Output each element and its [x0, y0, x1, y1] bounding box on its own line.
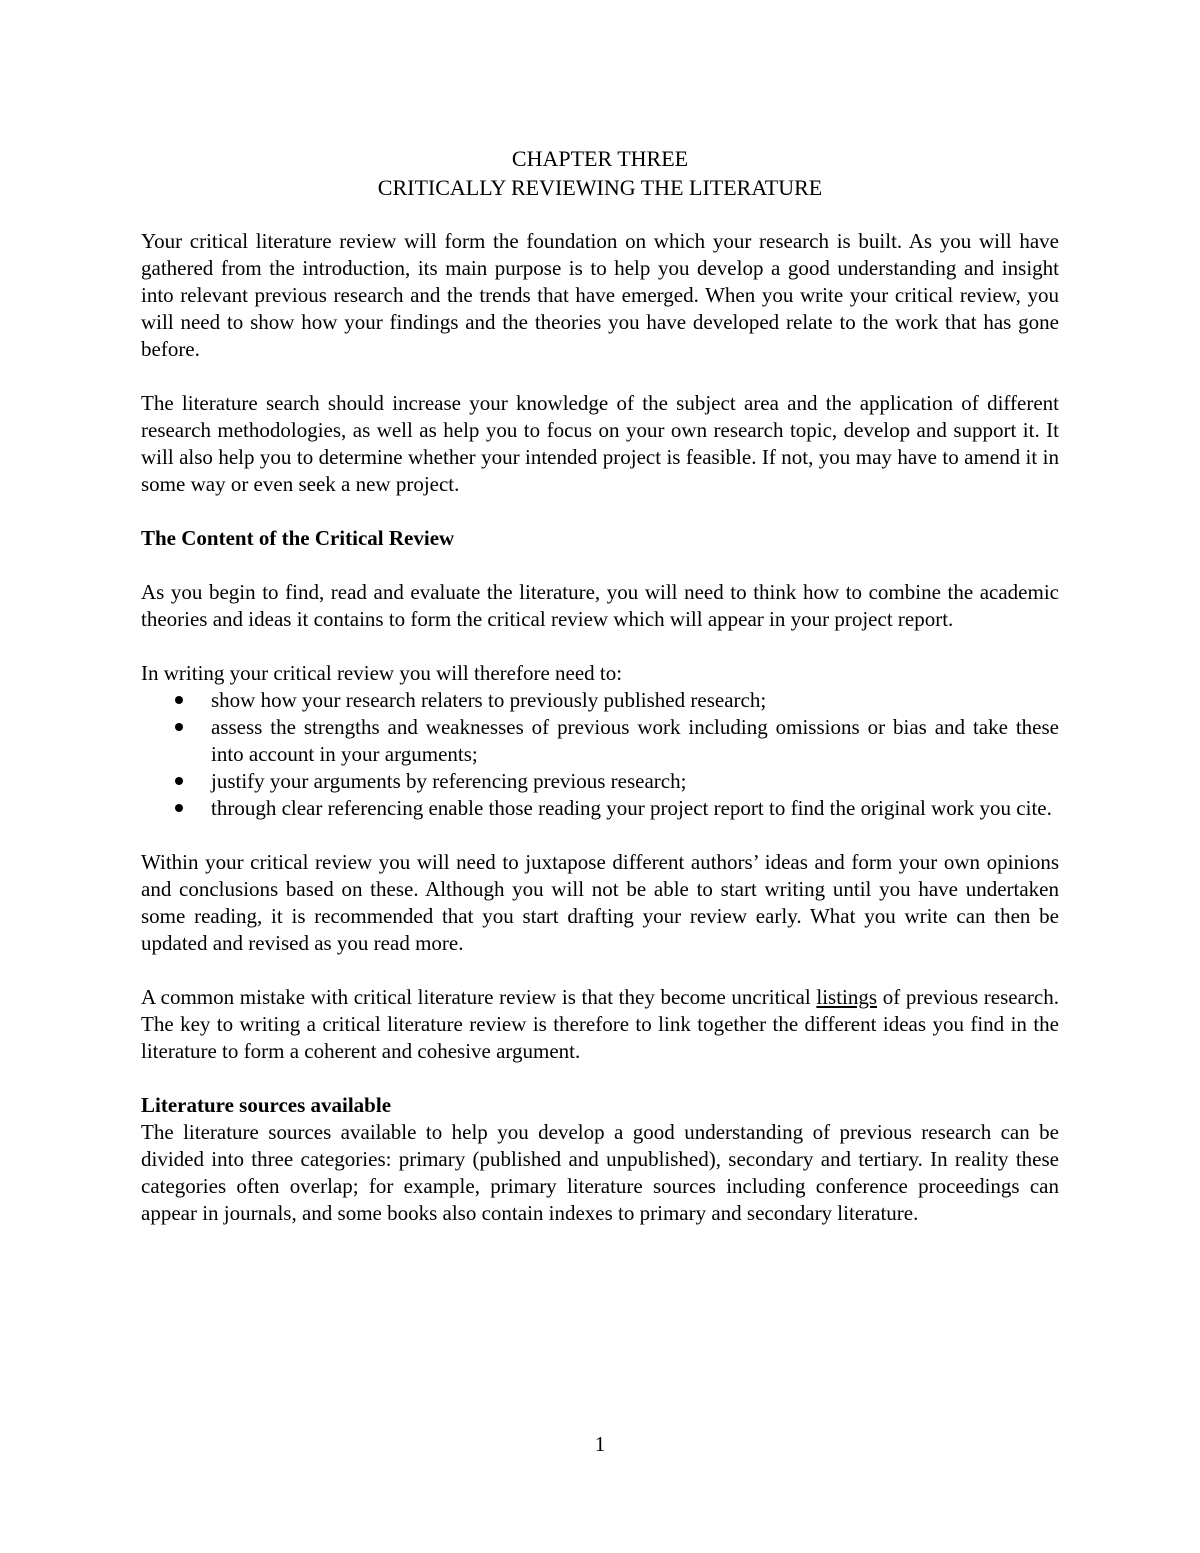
bullet-icon: [175, 696, 183, 704]
list-item-text: assess the strengths and weaknesses of previous work including omissions or bias and take these into account in your arguments;: [211, 715, 1059, 766]
content-paragraph-3: [141, 984, 1059, 1065]
section-heading-sources: Literature sources available: [141, 1093, 392, 1117]
list-intro: In writing your critical review you will therefore need to:: [141, 661, 623, 685]
content-paragraph-1: As you begin to find, read and evaluate the literature, you will need to think how to combine the academic theories and ideas it contains to form the critical review which will appear in your project report.: [141, 580, 1059, 631]
paragraph-text-end: of previous research. The key to writing a critical literature review is therefore to link together the different ideas you find in the literature to form a coherent and cohesive argument.: [141, 985, 1059, 1063]
page-number: 1: [594, 1432, 606, 1456]
list-item: [141, 795, 1059, 822]
bullet-icon: [175, 723, 183, 731]
chapter-number: CHAPTER THREE: [511, 146, 689, 171]
list-item: [141, 687, 1059, 714]
page-content: [141, 144, 1059, 1254]
intro-paragraph-1: Your critical literature review will form the foundation on which your research is built. As you will have gathered from the introduction, its main purpose is to help you develop a good understanding and insight into relevant previous research and the trends that have emerged. When you write your critical review, you will need to show how your findings and the theories you have developed relate to the work that has gone before.: [141, 229, 1059, 361]
list-item: [141, 714, 1059, 768]
sources-paragraph-1: The literature sources available to help you develop a good understanding of previous research can be divided into three categories: primary (published and unpublished), secondary and tertiary. In reality these categories often overlap; for example, primary literature sources including conference proceedings can appear in journals, and some books also contain indexes to primary and secondary literature.: [141, 1120, 1059, 1225]
intro-paragraph-2: The literature search should increase your knowledge of the subject area and the application of different research methodologies, as well as help you to focus on your own research topic, develop and support it. It will also help you to determine whether your intended project is feasible. If not, you may have to amend it in some way or even seek a new project.: [141, 391, 1059, 496]
content-paragraph-2: Within your critical review you will need to juxtapose different authors’ ideas and form your own opinions and conclusions based on these. Although you will not be able to start writing until you have undertaken some reading, it is recommended that you start drafting your review early. What you write can then be updated and revised as you read more.: [141, 850, 1059, 955]
bullet-icon: [175, 804, 183, 812]
list-item-text: justify your arguments by referencing previous research;: [211, 769, 687, 793]
underlined-term: listings: [816, 985, 878, 1009]
chapter-title: CRITICALLY REVIEWING THE LITERATURE: [377, 175, 823, 200]
bullet-list: [141, 687, 1059, 822]
list-item-text: show how your research relaters to previously published research;: [211, 688, 767, 712]
chapter-heading: [141, 144, 1059, 202]
paragraph-text-start: A common mistake with critical literature review is that they become uncritical: [141, 985, 817, 1009]
list-item-text: through clear referencing enable those reading your project report to find the original work you cite.: [211, 796, 1052, 820]
list-item: [141, 768, 1059, 795]
section-heading-content: The Content of the Critical Review: [141, 526, 455, 550]
bullet-icon: [175, 777, 183, 785]
